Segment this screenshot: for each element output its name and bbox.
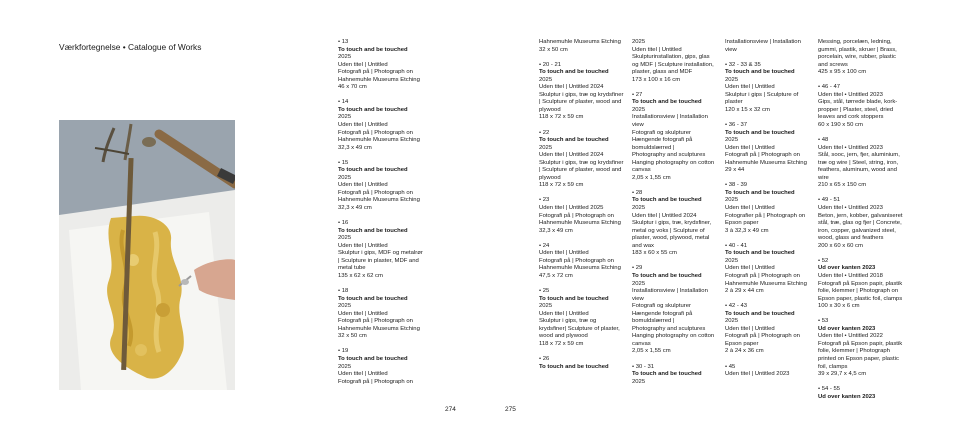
catalogue-entry-line: • 32 - 33 & 35 (725, 61, 761, 68)
catalogue-entry-line: 2 à 29 x 44 cm (725, 288, 764, 295)
catalogue-entry-line: view (725, 46, 737, 53)
catalogue-entry-line: Fotografi på | Photograph on (338, 378, 413, 385)
catalogue-entry-line: Stål, sooc, jern, fjer, aluminium, (818, 152, 900, 159)
catalogue-entry-line: 2025 (632, 205, 646, 212)
catalogue-entry-line: • 40 - 41 (725, 242, 748, 249)
catalogue-entry-line: Hanging photography on cotton (632, 159, 715, 166)
catalogue-entry-line: To touch and be touched (725, 250, 795, 257)
catalogue-entry-line: Hahnemuhle Museums Etching (539, 39, 621, 45)
catalogue-entry-line: Ud over kanten 2023 (818, 393, 876, 400)
catalogue-entry (338, 39, 520, 92)
catalogue-entry-line: 2025 (725, 76, 739, 83)
catalogue-entry-line: • 26 (539, 355, 550, 362)
catalogue-entry-line: Hahnemuhle Museums Etching (338, 197, 420, 204)
catalogue-entry-line: 183 x 60 x 55 cm (632, 250, 677, 257)
catalogue-entry-line: Uden titel • Untitled 2023 (818, 91, 883, 98)
catalogue-entry-line: Fotografi på | Photograph on (725, 152, 800, 159)
catalogue-entry-line: Fotografi på | Photograph on (725, 272, 800, 279)
catalogue-entry-line: Fotografi på Epson papir, plastik (818, 340, 903, 347)
catalogue-entry-line: 46 x 70 cm (338, 84, 367, 91)
catalogue-entry-line: Fotografi på | Photograph on (338, 189, 413, 196)
catalogue-entry-line: • 24 (539, 242, 550, 249)
catalogue-entry-line: 2,05 x 1,55 cm (632, 174, 671, 181)
catalogue-entry-line: Fotografi på | Photograph on (539, 212, 614, 219)
catalogue-entry-line: folie, klemmer | Photograph on (818, 288, 899, 295)
catalogue-entry-line: 39 x 29,7 x 4,5 cm (818, 371, 867, 378)
catalogue-entry-line: Hahnemuhle Museums Etching (338, 325, 420, 332)
catalogue-entry (338, 99, 520, 152)
catalogue-entry-line: 100 x 30 x 6 cm (818, 303, 860, 310)
catalogue-entry (818, 386, 960, 401)
catalogue-entry-line: plaster (725, 99, 743, 106)
catalogue-entry-line: Skulptur i gips, træ, krydsfiner, (632, 220, 712, 227)
page-number-right: 275 (505, 406, 516, 413)
catalogue-entry-line: To touch and be touched (632, 272, 702, 279)
catalogue-entry-line: 2025 (632, 106, 646, 113)
catalogue-entry-line: Skulptur i gips | Sculpture of (725, 91, 799, 98)
catalogue-entry-line: To touch and be touched (338, 46, 408, 53)
catalogue-entry (818, 197, 960, 250)
catalogue-entry-line: 2025 (338, 174, 352, 181)
catalogue-entry-line: • 20 - 21 (539, 61, 562, 68)
catalogue-entry-line: To touch and be touched (725, 310, 795, 317)
catalogue-entry-line: To touch and be touched (632, 197, 702, 204)
catalogue-entry-line: • 14 (338, 99, 349, 106)
catalogue-entry (818, 39, 960, 77)
catalogue-entry-line: • 38 - 39 (725, 182, 748, 189)
catalogue-entry-line: Skulpturinstallation, gips, glas (632, 54, 710, 61)
catalogue-entry-line: To touch and be touched (338, 295, 408, 302)
catalogue-entry-line: wire (818, 174, 829, 181)
catalogue-entry-line: 2025 (338, 235, 352, 242)
catalogue-entry-line: 118 x 72 x 59 cm (539, 340, 584, 347)
catalogue-entry-line: • 18 (338, 288, 349, 295)
catalogue-entry-line: To touch and be touched (725, 189, 795, 196)
catalogue-entry-line: Fotografi på | Photograph on (338, 318, 413, 325)
catalogue-entry-line: Ud over kanten 2023 (818, 265, 876, 272)
catalogue-entry-line: • 13 (338, 39, 349, 45)
catalogue-entry-line: Uden titel | Untitled 2024 (539, 84, 604, 91)
catalogue-entry-line: To touch and be touched (338, 227, 408, 234)
catalogue-entry-line: Fotografi på | Photograph on (539, 257, 614, 264)
catalogue-entry-line: plywood (539, 106, 561, 113)
catalogue-entry-line: porcelain, wire, rubber, plastic (818, 54, 896, 61)
catalogue-entry-line: To touch and be touched (539, 295, 609, 302)
catalogue-entry-line: • 45 (725, 363, 736, 370)
catalogue-entry-line: • 16 (338, 220, 349, 227)
catalogue-entry-line: Uden titel | Untitled (725, 84, 775, 91)
catalogue-entry-line: To touch and be touched (725, 69, 795, 76)
catalogue-entry (818, 137, 960, 190)
catalogue-entry-line: stål, træ, glas og fjer | Concrete, (818, 220, 902, 227)
catalogue-entry-line: 2025 (338, 114, 352, 121)
catalogue-entry-line: Uden titel | Untitled (338, 310, 388, 317)
catalogue-entry (818, 318, 960, 378)
catalogue-entry-line: • 15 (338, 159, 349, 166)
catalogue-entry-line: Uden titel | Untitled 2023 (725, 371, 790, 378)
page-number-left: 274 (445, 406, 456, 413)
catalogue-entry-line: bomuldslærred | (632, 318, 675, 325)
catalogue-entry-line: 2,05 x 1,55 cm (632, 348, 671, 355)
catalogue-entry-line: Uden titel | Untitled (338, 242, 388, 249)
catalogue-entry-line: Fotografi på | Photograph on (725, 333, 800, 340)
catalogue-entry-line: Fotografi og skulpturer (632, 303, 691, 310)
catalogue-entry-line: • 46 - 47 (818, 84, 841, 91)
catalogue-entry-line: Installationsview | Installation (725, 39, 801, 45)
catalogue-entry-line: Hængende fotografi på (632, 137, 693, 144)
catalogue-entry-line: • 53 (818, 318, 829, 325)
catalogue-entry-line: Hahnemuhle Museums Etching (338, 137, 420, 144)
catalogue-entry-line: Uden titel • Untitled 2018 (818, 272, 883, 279)
catalogue-entry-line: To touch and be touched (539, 69, 609, 76)
catalogue-entry-line: Uden titel | Untitled (632, 46, 682, 53)
catalogue-entry-line: 2025 (539, 303, 553, 310)
catalogue-entry-line: | Sculpture of plaster, wood and (539, 167, 622, 174)
catalogue-entry-line: • 28 (632, 189, 643, 196)
catalogue-entry-line: 2025 (632, 280, 646, 287)
catalogue-entry-line: krydsfiner| Sculpture of plaster, (539, 325, 620, 332)
catalogue-entry (818, 258, 960, 311)
catalogue-entry-line: feathers, aluminum, wood and (818, 167, 897, 174)
catalogue-entry-line: Skulptur i gips, træ og krydsfiner (539, 159, 624, 166)
catalogue-entry-line: metal og voks | Sculpture of (632, 227, 705, 234)
catalogue-entry-line: 32,3 x 49 cm (338, 205, 372, 212)
catalogue-entry-line: 32 x 50 cm (539, 46, 568, 53)
catalogue-entry-line: • 30 - 31 (632, 363, 655, 370)
catalogue-entry (338, 348, 520, 386)
catalogue-entry-line: Installationsview | Installation (632, 114, 708, 121)
catalogue-entry-line: og MDF | Sculpture installation, (632, 61, 714, 68)
catalogue-entry (338, 220, 520, 280)
catalogue-entry-line: 47,5 x 72 cm (539, 272, 573, 279)
catalogue-entry-line: 118 x 72 x 59 cm (539, 182, 584, 189)
catalogue-entry-line: To touch and be touched (338, 167, 408, 174)
catalogue-entry-line: To touch and be touched (725, 129, 795, 136)
catalogue-entry (338, 288, 520, 341)
catalogue-entry-line: Skulptur i gips, træ og krydsfiner (539, 91, 624, 98)
catalogue-entry-line: Hahnemuhle Museums Etching (338, 76, 420, 83)
catalogue-entry-line: Uden titel | Untitled (725, 205, 775, 212)
catalogue-entry-line: Photography and sculptures (632, 152, 706, 159)
catalogue-entry-line: • 49 - 51 (818, 197, 841, 204)
catalogue-entry-line: Uden titel | Untitled (725, 325, 775, 332)
catalogue-entry-line: Uden titel | Untitled 2024 (632, 212, 697, 219)
catalogue-entry-line: 29 x 44 (725, 167, 745, 174)
catalogue-entry-line: 2025 (725, 257, 739, 264)
catalogue-entry-line: canvas (632, 340, 651, 347)
artwork-photo (59, 120, 235, 390)
catalogue-entry-line: Uden titel | Untitled (338, 61, 388, 68)
catalogue-entry-line: Skulptur i gips, MDF og metalrør (338, 250, 423, 257)
catalogue-entry-line: To touch and be touched (338, 355, 408, 362)
catalogue-entry-line: Messing, porcelæn, ledning, (818, 39, 892, 45)
catalogue-entry-line: • 52 (818, 257, 829, 264)
catalogue-entry-line: Uden titel • Untitled 2022 (818, 333, 883, 340)
catalogue-entry-line: 2 à 24 x 36 cm (725, 348, 764, 355)
catalogue-entry-line: 3 à 32,3 x 49 cm (725, 227, 769, 234)
catalogue-entry-line: • 25 (539, 288, 550, 295)
catalogue-entry-line: 32 x 50 cm (338, 333, 367, 340)
catalogue-entry-line: 210 x 65 x 150 cm (818, 182, 867, 189)
catalogue-entry-line: 118 x 72 x 59 cm (539, 114, 584, 121)
catalogue-entry-line: • 36 - 37 (725, 122, 748, 129)
catalogue-entry-line: To touch and be touched (539, 137, 609, 144)
catalogue-entry-line: folie, klemmer | Photograph (818, 348, 890, 355)
catalogue-entry-line: Uden titel | Untitled 2024 (539, 152, 604, 159)
catalogue-entry-line: Uden titel | Untitled (338, 371, 388, 378)
catalogue-entry-line: 2025 (338, 54, 352, 61)
catalogue-entry-line: iron, copper, galvanized steel, (818, 227, 896, 234)
catalogue-entry-line: • 22 (539, 129, 550, 136)
catalogue-entry-line: Hanging photography on cotton (632, 333, 715, 340)
catalogue-entry-line: Ud over kanten 2023 (818, 325, 876, 332)
catalogue-entry-line: plywood (539, 174, 561, 181)
catalogue-entry-line: Fotografi og skulpturer (632, 129, 691, 136)
catalogue-entry-line: • 54 - 55 (818, 386, 841, 393)
catalogue-entry-line: Skulptur i gips, træ og (539, 318, 597, 325)
page-title: Værkfortegnelse • Catalogue of Works (59, 42, 202, 52)
catalogue-entry-line: Installationsview | Installation (632, 288, 708, 295)
catalogue-entry-line: 425 x 95 x 100 cm (818, 69, 867, 76)
catalogue-entry-line: Uden titel | Untitled (725, 265, 775, 272)
catalogue-entry-line: Hahnemuhle Museums Etching (539, 265, 621, 272)
catalogue-entry-line: • 48 (818, 137, 829, 144)
catalogue-entry-line: foil, clamps (818, 363, 848, 370)
catalogue-entry-line: • 27 (632, 91, 643, 98)
catalogue-entry-line: 2025 (338, 363, 352, 370)
catalogue-column-1 (338, 39, 520, 394)
catalogue-entry-line: Fotografi på Epson papir, plastik (818, 280, 903, 287)
catalogue-entry-line: Hahnemuhle Museums Etching (539, 220, 621, 227)
catalogue-entry-line: Beton, jern, kobber, galvaniseret (818, 212, 903, 219)
catalogue-entry-line: 60 x 190 x 50 cm (818, 122, 863, 129)
catalogue-entry-line: 2025 (632, 39, 646, 45)
catalogue-entry-line: view (632, 122, 644, 129)
catalogue-entry-line: plaster, wood, plywood, metal (632, 235, 710, 242)
catalogue-entry-line: 2025 (725, 137, 739, 144)
catalogue-entry-line: 2025 (725, 197, 739, 204)
catalogue-entry-line: bomuldslærred | (632, 144, 675, 151)
catalogue-entry-line: Uden titel | Untitled (539, 250, 589, 257)
catalogue-entry-line: 32,3 x 49 cm (539, 227, 573, 234)
catalogue-entry-line: Epson paper (725, 220, 759, 227)
catalogue-entry-line: • 23 (539, 197, 550, 204)
catalogue-entry-line: To touch and be touched (632, 371, 702, 378)
catalogue-entry-line: Uden titel • Untitled 2023 (818, 144, 883, 151)
catalogue-entry-line: 135 x 62 x 62 cm (338, 272, 383, 279)
catalogue-entry-line: Uden titel | Untitled (338, 182, 388, 189)
catalogue-entry-line: 120 x 15 x 32 cm (725, 106, 770, 113)
catalogue-entry-line: Uden titel • Untitled 2023 (818, 205, 883, 212)
catalogue-entry-line: wood and plywood (539, 333, 588, 340)
catalogue-column-5 (818, 39, 960, 409)
catalogue-entry-line: Epson paper, plastic foil, clamps (818, 295, 903, 302)
catalogue-entry-line: wood, glass and feathers (818, 235, 884, 242)
catalogue-entry-line: view (632, 295, 644, 302)
catalogue-entry-line: • 29 (632, 265, 643, 272)
catalogue-entry-line: • 42 - 43 (725, 303, 748, 310)
catalogue-entry-line: | Sculpture in plaster, MDF and (338, 257, 419, 264)
catalogue-entry-line: træ og wire | Steel, string, iron, (818, 159, 899, 166)
catalogue-entry-line: leaves and cork stoppers (818, 114, 884, 121)
catalogue-entry-line: Uden titel | Untitled (725, 144, 775, 151)
catalogue-entry-line: Photography and sculptures (632, 325, 706, 332)
catalogue-entry-line: plaster, glass and MDF (632, 69, 693, 76)
catalogue-entry-line: 2025 (539, 76, 553, 83)
catalogue-entry-line: and wax (632, 242, 654, 249)
catalogue-entry-line: Hængende fotografi på (632, 310, 693, 317)
catalogue-entry (818, 84, 960, 129)
catalogue-entry-line: Epson paper (725, 340, 759, 347)
catalogue-entry-line: metal tube (338, 265, 366, 272)
catalogue-entry-line: printed on Epson paper, plastic (818, 355, 899, 362)
catalogue-entry-line: Uden titel | Untitled (539, 310, 589, 317)
catalogue-entry-line: Fotografi på | Photograph on (338, 69, 413, 76)
catalogue-entry-line: Gips, stål, tørrede blade, kork- (818, 99, 898, 106)
catalogue-entry-line: Fotografi på | Photograph on (338, 129, 413, 136)
catalogue-entry-line: 2025 (725, 318, 739, 325)
catalogue-entry-line: To touch and be touched (632, 99, 702, 106)
catalogue-entry-line: • 19 (338, 348, 349, 355)
catalogue-entry-line: 173 x 100 x 16 cm (632, 76, 681, 83)
catalogue-entry-line: 32,3 x 49 cm (338, 144, 372, 151)
catalogue-entry-line: 2025 (632, 378, 646, 385)
catalogue-entry-line: Fotografier på | Photograph on (725, 212, 806, 219)
catalogue-entry-line: | Sculpture of plaster, wood and (539, 99, 622, 106)
catalogue-entry-line: To touch and be touched (338, 106, 408, 113)
catalogue-entry-line: canvas (632, 167, 651, 174)
catalogue-entry-line: propper | Plaster, steel, dried (818, 106, 894, 113)
catalogue-entry-line: To touch and be touched (539, 363, 609, 370)
catalogue-entry-line: Uden titel | Untitled 2025 (539, 205, 604, 212)
catalogue-entry-line: 2025 (539, 144, 553, 151)
catalogue-entry-line: Hahnemuhle Museums Etching (725, 159, 807, 166)
catalogue-entry-line: Uden titel | Untitled (338, 122, 388, 129)
catalogue-entry-line: Hahnemuhle Museums Etching (725, 280, 807, 287)
catalogue-entry-line: and screws (818, 61, 848, 68)
catalogue-entry-line: gummi, plastik, skruer | Brass, (818, 46, 897, 53)
catalogue-entry-line: 2025 (338, 303, 352, 310)
catalogue-entry (338, 160, 520, 213)
catalogue-entry-line: 200 x 60 x 60 cm (818, 242, 863, 249)
